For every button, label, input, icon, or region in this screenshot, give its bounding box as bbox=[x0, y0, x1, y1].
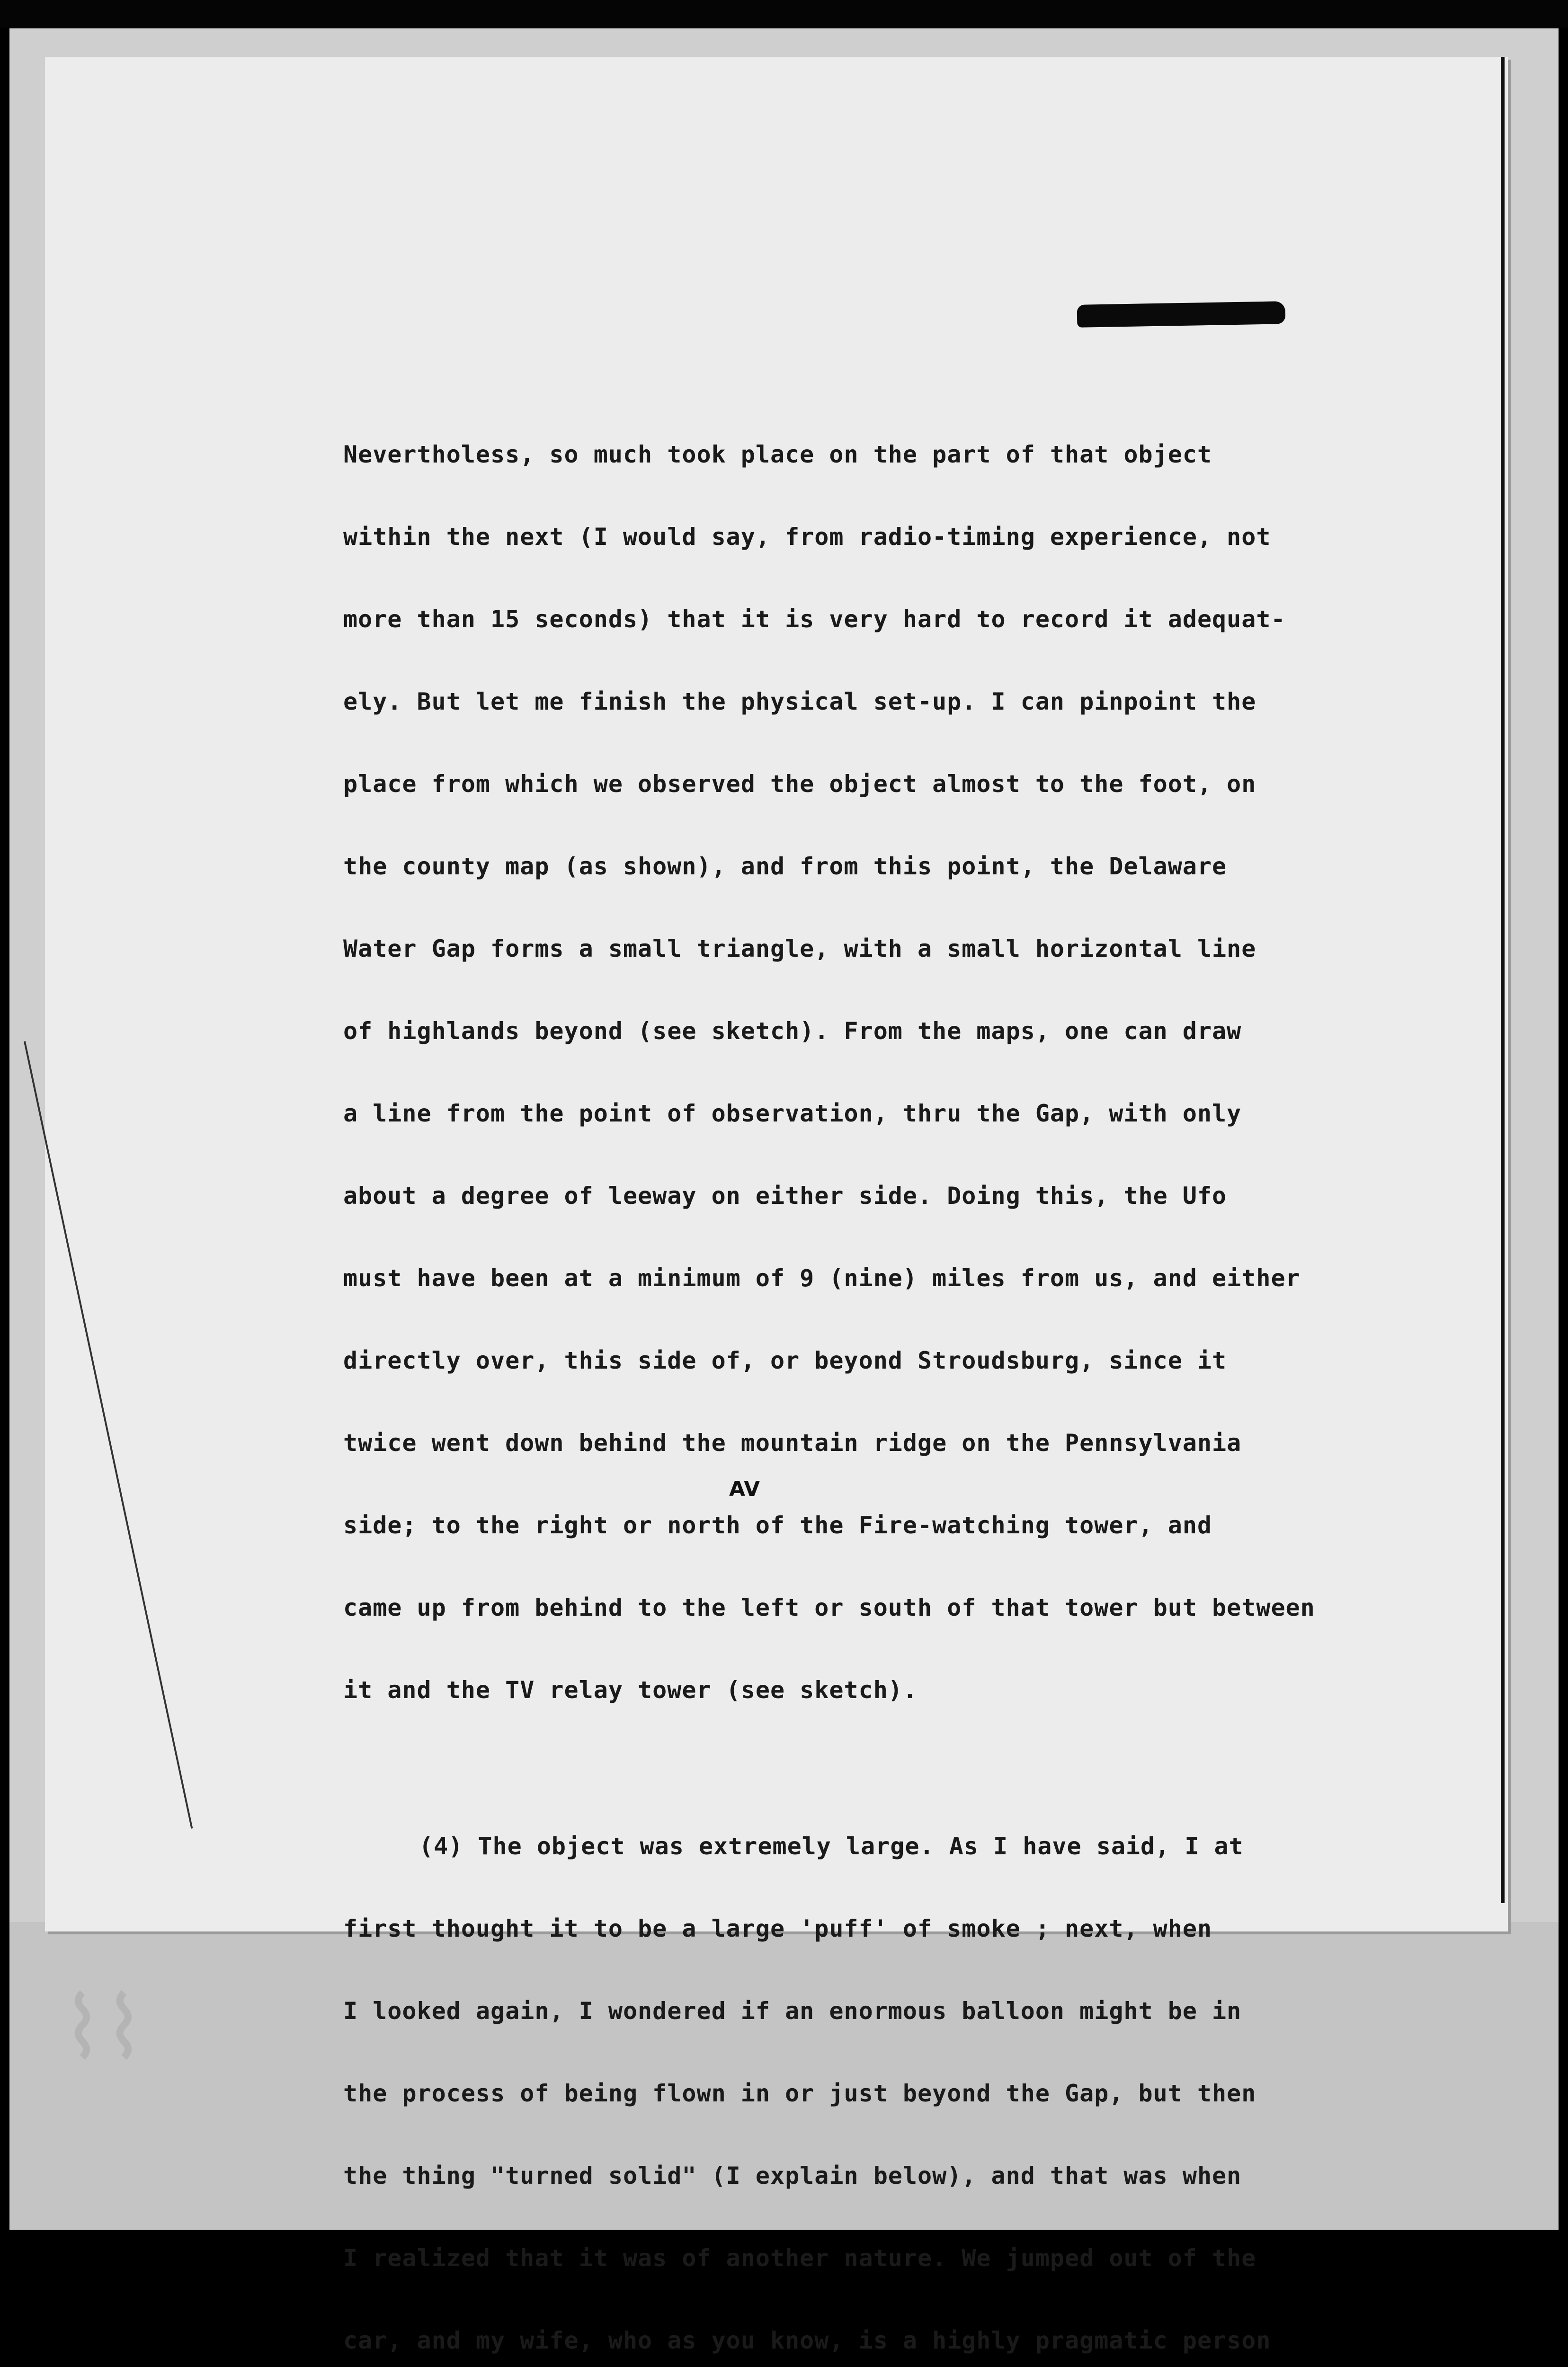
text-line: directly over, this side of, or beyond Stroudsburg, since it bbox=[343, 1347, 1227, 1374]
text-line: twice went down behind the mountain ridge on the Pennsylvania bbox=[343, 1429, 1242, 1457]
text-line: place from which we observed the object almost to the foot, on bbox=[343, 770, 1256, 798]
text-line: Nevertholess, so much took place on the part of that object bbox=[343, 441, 1212, 468]
text-line: I looked again, I wondered if an enormous balloon might be in bbox=[343, 1997, 1242, 2025]
document-body bbox=[343, 386, 1489, 2367]
text-line: car, and my wife, who as you know, is a highly pragmatic person bbox=[343, 2327, 1271, 2354]
handwritten-correction-av: AV bbox=[729, 1477, 760, 1501]
text-line: (4) The object was extremely large. As I have said, I at bbox=[419, 1833, 1244, 1860]
text-line: first thought it to be a large 'puff' of smoke ; next, when bbox=[343, 1915, 1212, 1942]
text-line: came up from behind to the left or south of that tower but between bbox=[343, 1594, 1315, 1621]
text-line: I realized that it was of another nature. We jumped out of the bbox=[343, 2244, 1256, 2272]
redaction-mark bbox=[1077, 301, 1286, 328]
text-line: within the next (I would say, from radio-timing experience, not bbox=[343, 523, 1271, 551]
film-border bbox=[0, 0, 1568, 28]
text-line: of highlands beyond (see sketch). From the maps, one can draw bbox=[343, 1017, 1242, 1045]
paragraph-3-continued bbox=[343, 386, 1489, 1759]
text-line: ely. But let me finish the physical set-up. I can pinpoint the bbox=[343, 688, 1256, 715]
text-line: about a degree of leeway on either side. Doing this, the Ufo bbox=[343, 1182, 1227, 1210]
text-line: it and the TV relay tower (see sketch). bbox=[343, 1676, 918, 1704]
text-line: the process of being flown in or just beyond the Gap, but then bbox=[343, 2080, 1256, 2107]
text-line: the county map (as shown), and from this point, the Delaware bbox=[343, 853, 1227, 880]
page-edge-shadow bbox=[1501, 57, 1505, 1903]
text-line: a line from the point of observation, thru the Gap, with only bbox=[343, 1100, 1242, 1127]
text-line: side; to the right or north of the Fire-watching tower, and bbox=[343, 1512, 1212, 1539]
paragraph-4 bbox=[343, 1778, 1489, 2367]
faint-scan-artifact: ⌇⌇ bbox=[62, 1979, 145, 2078]
text-line: more than 15 seconds) that it is very hard to record it adequat- bbox=[343, 605, 1286, 633]
text-line: Water Gap forms a small triangle, with a small horizontal line bbox=[343, 935, 1256, 962]
text-line: must have been at a minimum of 9 (nine) miles from us, and either bbox=[343, 1264, 1301, 1292]
text-line: the thing "turned solid" (I explain below), and that was when bbox=[343, 2162, 1242, 2189]
